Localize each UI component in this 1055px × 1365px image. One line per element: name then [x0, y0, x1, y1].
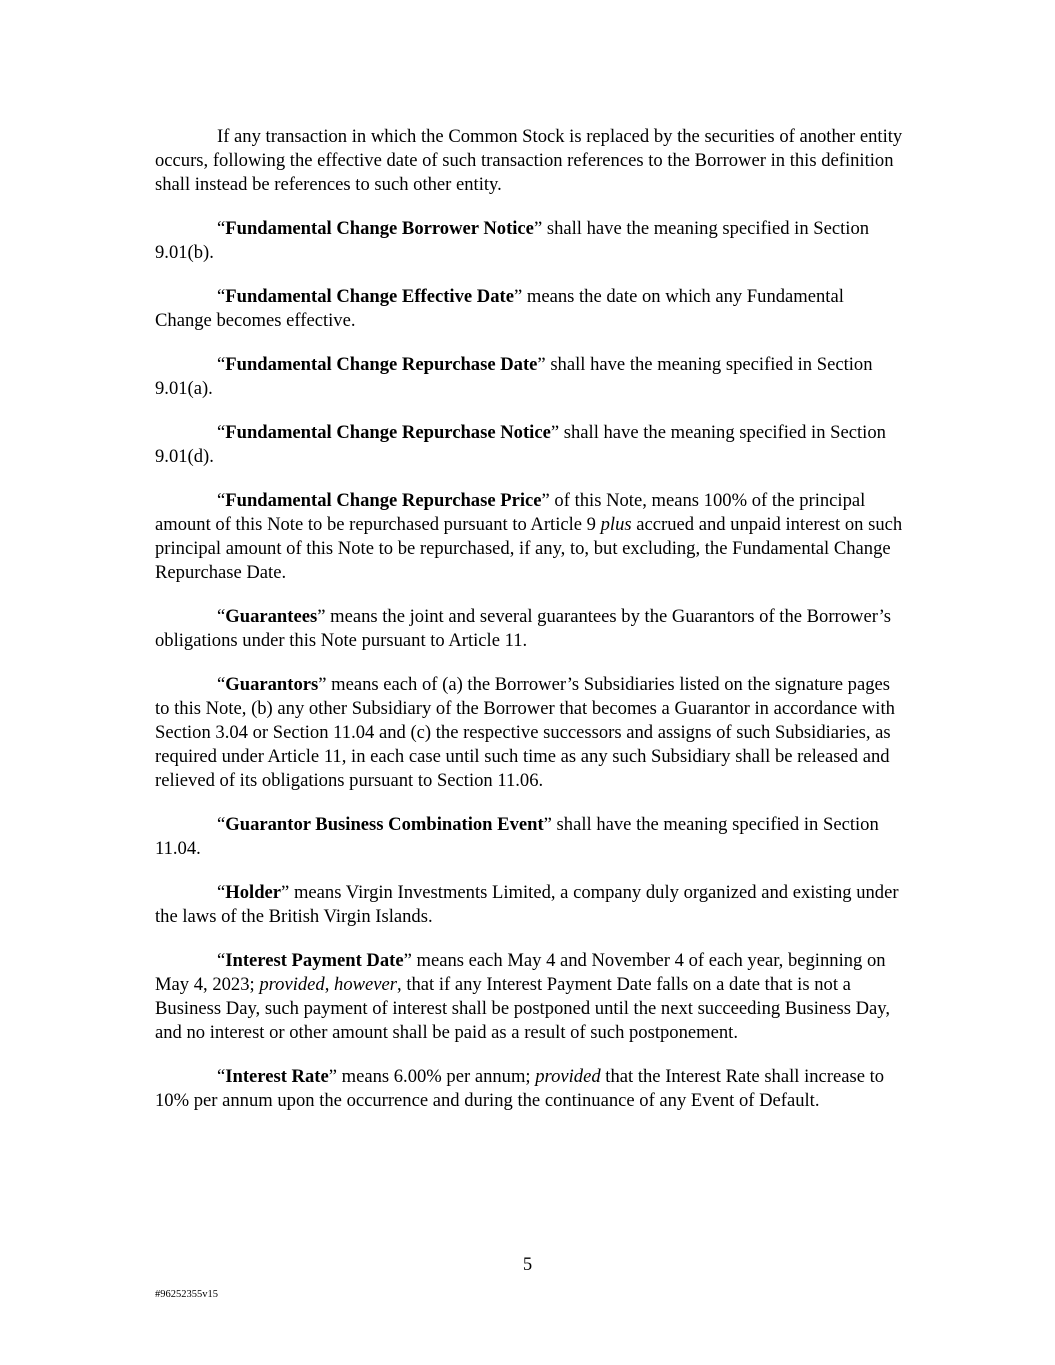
paragraph-text: “ — [217, 882, 226, 903]
definition-paragraph — [155, 489, 903, 585]
defined-term: Fundamental Change Repurchase Notice — [225, 422, 551, 443]
paragraph-text: ” means each May 4 and November 4 of each year, beginning on May 4, 2023; — [155, 950, 886, 995]
document-body — [155, 125, 903, 1133]
definition-paragraph — [155, 125, 903, 197]
defined-term: Fundamental Change Repurchase Date — [225, 354, 538, 375]
paragraph-text: “ — [217, 490, 226, 511]
paragraph-text: , — [324, 974, 335, 995]
definition-paragraph — [155, 217, 903, 265]
paragraph-text: ” shall have the meaning specified in Section 11.04. — [155, 814, 879, 859]
paragraph-text: that the Interest Rate shall increase to 10% per annum upon the occurrence and during the continuance of any Event of Default. — [155, 1066, 885, 1111]
defined-term: Fundamental Change Borrower Notice — [225, 218, 534, 239]
definition-paragraph — [155, 949, 903, 1045]
paragraph-text: “ — [217, 1066, 226, 1087]
defined-term: Guarantees — [225, 606, 318, 627]
paragraph-text: ” means each of (a) the Borrower’s Subsidiaries listed on the signature pages to this Note, (b) any other Subsidiary of the Borrower that becomes a Guarantor in accordance with Section 3.04 or Section 11.04 and (c) the respective successors and assigns of such Subsidiaries, as required under Article 11, in each case until such time as any such Subsidiary shall be released and relieved of its obligations pursuant to Section 11.06. — [155, 674, 895, 791]
document-id: #96252355v15 — [155, 1289, 218, 1300]
paragraph-text: ” of this Note, means 100% of the principal amount of this Note to be repurchased pursuant to Article 9 — [155, 490, 866, 535]
paragraph-text: “ — [217, 814, 226, 835]
paragraph-text: ” means 6.00% per annum; — [328, 1066, 536, 1087]
paragraph-text: ” means the date on which any Fundamental Change becomes effective. — [155, 286, 844, 331]
definition-paragraph — [155, 813, 903, 861]
paragraph-text: , that if any Interest Payment Date falls on a date that is not a Business Day, such payment of interest shall be postponed until the next succeeding Business Day, and no interest or other amount shall be paid as a result of such postponement. — [155, 974, 891, 1043]
paragraph-text: “ — [217, 422, 226, 443]
emphasized-text: provided — [535, 1066, 601, 1087]
paragraph-text: “ — [217, 674, 226, 695]
paragraph-text: ” means Virgin Investments Limited, a company duly organized and existing under the laws of the British Virgin Islands. — [155, 882, 899, 927]
paragraph-text: accrued and unpaid interest on such principal amount of this Note to be repurchased, if any, to, but excluding, the Fundamental Change Repurchase Date. — [155, 514, 903, 583]
definition-paragraph — [155, 285, 903, 333]
defined-term: Guarantors — [225, 674, 319, 695]
paragraph-text: ” shall have the meaning specified in Section 9.01(b). — [155, 218, 870, 263]
paragraph-text: “ — [217, 218, 226, 239]
defined-term: Guarantor Business Combination Event — [225, 814, 544, 835]
emphasized-text: plus — [600, 514, 632, 535]
emphasized-text: however — [334, 974, 398, 995]
paragraph-text: “ — [217, 950, 226, 971]
defined-term: Fundamental Change Repurchase Price — [225, 490, 542, 511]
definition-paragraph — [155, 353, 903, 401]
definition-paragraph — [155, 1065, 903, 1113]
paragraph-text: “ — [217, 606, 226, 627]
defined-term: Interest Rate — [225, 1066, 329, 1087]
defined-term: Holder — [225, 882, 282, 903]
defined-term: Interest Payment Date — [225, 950, 404, 971]
paragraph-text: ” means the joint and several guarantees by the Guarantors of the Borrower’s obligations under this Note pursuant to Article 11. — [155, 606, 892, 651]
emphasized-text: provided — [259, 974, 325, 995]
definition-paragraph — [155, 605, 903, 653]
defined-term: Fundamental Change Effective Date — [225, 286, 514, 307]
paragraph-text: “ — [217, 354, 226, 375]
definition-paragraph — [155, 673, 903, 793]
paragraph-text: “ — [217, 286, 226, 307]
page-number: 5 — [522, 1254, 533, 1275]
definition-paragraph — [155, 881, 903, 929]
paragraph-text: ” shall have the meaning specified in Section 9.01(a). — [155, 354, 873, 399]
definition-paragraph — [155, 421, 903, 469]
paragraph-text: ” shall have the meaning specified in Section 9.01(d). — [155, 422, 886, 467]
paragraph-text: If any transaction in which the Common Stock is replaced by the securities of another entity occurs, following the effective date of such transaction references to the Borrower in this definition shall instead be references to such other entity. — [155, 126, 903, 195]
